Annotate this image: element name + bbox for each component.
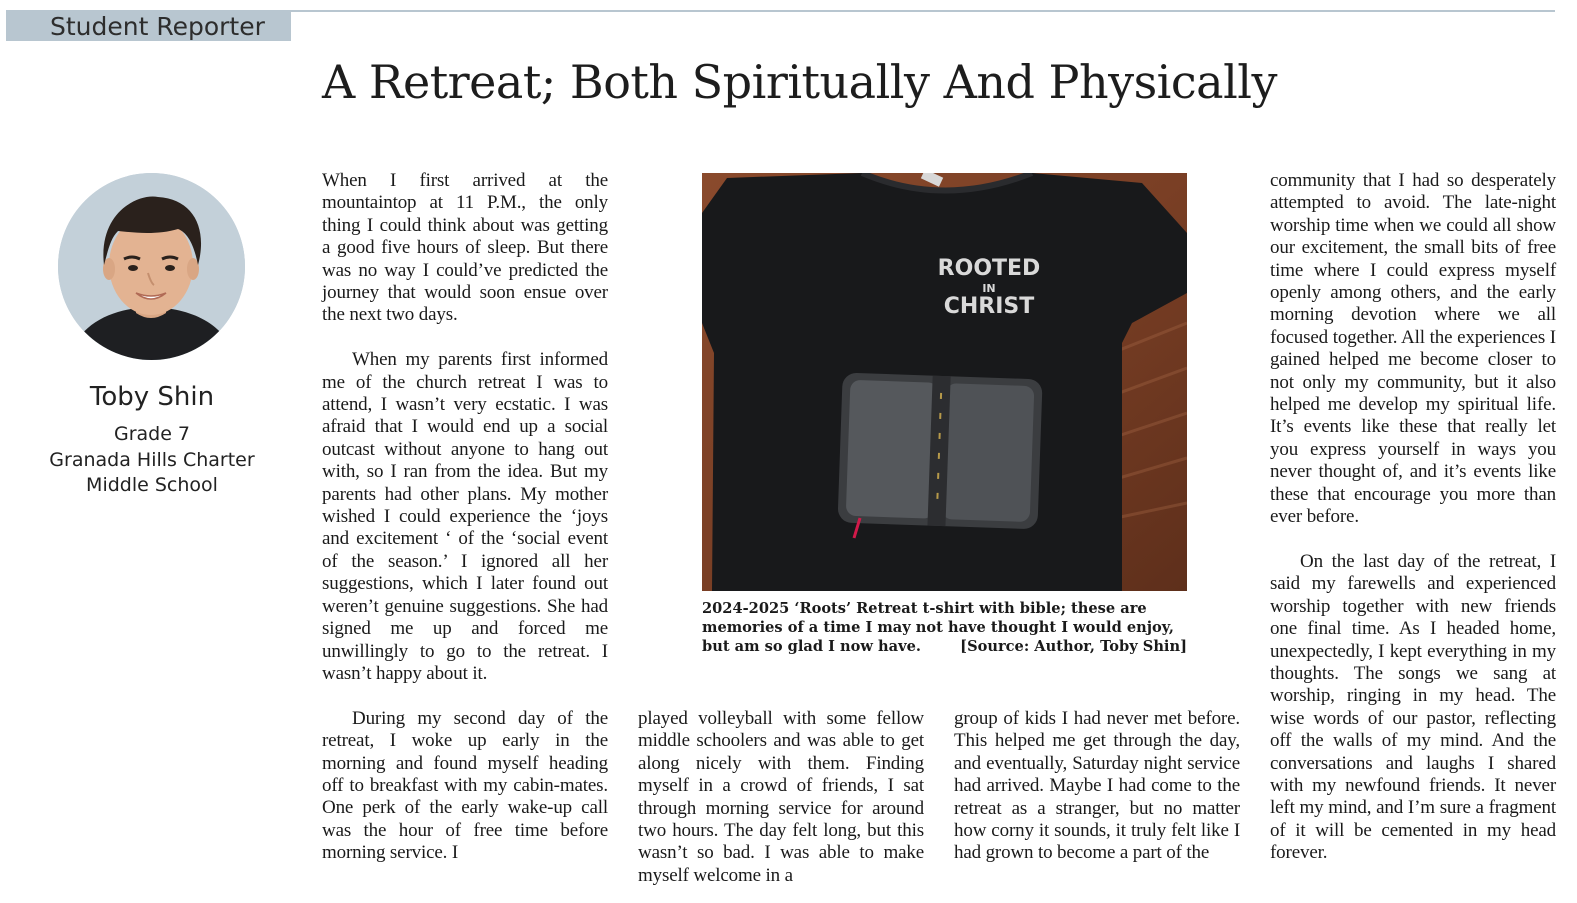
paragraph: When my parents first informed me of the church retreat I was to attend, I wasn’t very ecstatic. I was afraid that I would end up a social outcast without anyone to hang out with, so I ran from the idea. But my parents had other plans. My mother wished I could experience the ‘joys and excitement ‘ of the ‘social event of the season.’ I ignored all her suggestions, which I later found out weren’t genuine suggestions. She had signed me up and forced me unwillingly to go to the retreat. I wasn’t happy about it. <box>322 349 608 684</box>
bible-book <box>838 372 1043 529</box>
shirt-print: CHRIST <box>943 294 1035 319</box>
photo-caption <box>702 599 1187 656</box>
author-grade: Grade 7 <box>113 423 191 445</box>
paragraph: community that I had so desperately attempted to avoid. The late-night worship time when we could all show our excitement, the small bits of free time where I could express myself openly among others, and the early morning devotion where we all focused together. All the experiences I gained helped me become closer to not only my community, but it also helped me develop my spiritual life. It’s events like these that really let you express yourself in ways you never thought of, and it’s events like these that encourage you more than ever before. <box>1270 170 1556 528</box>
paragraph: During my second day of the retreat, I woke up early in the morning and found myself heading off to breakfast with my cabin-mates. One perk of the early wake-up call was the hour of free time before morning service. I <box>322 707 608 864</box>
article-headline: A Retreat; Both Spiritually And Physically <box>322 55 1277 109</box>
section-label: Student Reporter <box>6 12 291 41</box>
article-photo <box>702 173 1187 591</box>
paragraph: group of kids I had never met before. This helped me get through the day, and eventually, Saturday night service had arrived. Maybe I had come to the retreat as a stranger, but no matter how corny it sounds, it truly felt like I had grown to become a part of the <box>954 708 1240 864</box>
paragraph: played volleyball with some fellow middle schoolers and was able to get along nicely with them. Finding myself in a crowd of friends, I sat through morning service for around two hours. The day felt long, but this wasn’t so bad. I was able to make myself welcome in a <box>638 708 924 886</box>
author-info <box>20 422 284 499</box>
author-school: Granada Hills Charter <box>49 448 255 471</box>
article-column-3 <box>954 708 1240 865</box>
paragraph: When I first arrived at the mountaintop at 11 P.M., the only thing I could think about was getting a good five hours of sleep. But there was no way I could’ve predicted the journey that would soon ensue over the next two days. <box>322 170 608 326</box>
caption-text: 2024-2025 ‘Roots’ Retreat t-shirt with bible; these are memories of a time I may not have thought I would enjoy, but am so glad I now have. <box>702 600 1174 655</box>
article-column-2 <box>638 708 924 887</box>
article-column-4 <box>1270 170 1556 865</box>
photo-source: [Source: Author, Toby Shin] <box>960 638 1187 655</box>
author-photo <box>58 173 245 360</box>
tshirt-bible-photo <box>702 173 1187 591</box>
author-portrait-illustration <box>58 173 245 360</box>
paragraph: On the last day of the retreat, I said my farewells and experienced worship together with new friends one final time. As I headed home, unexpectedly, I kept everything in my thoughts. The songs we sang at worship, ringing in my head. The wise words of our pastor, reflecting off the walls of my mind. And the conversations and laughs I shared with my newfound friends. It never left my mind, and I’m sure a fragment of it will be cemented in my head forever. <box>1270 550 1556 864</box>
article-column-1 <box>322 170 608 865</box>
shirt-print: ROOTED <box>937 256 1041 281</box>
author-school-cont: Middle School <box>86 474 218 496</box>
shirt-print: IN <box>982 282 996 295</box>
author-name: Toby Shin <box>89 382 215 412</box>
